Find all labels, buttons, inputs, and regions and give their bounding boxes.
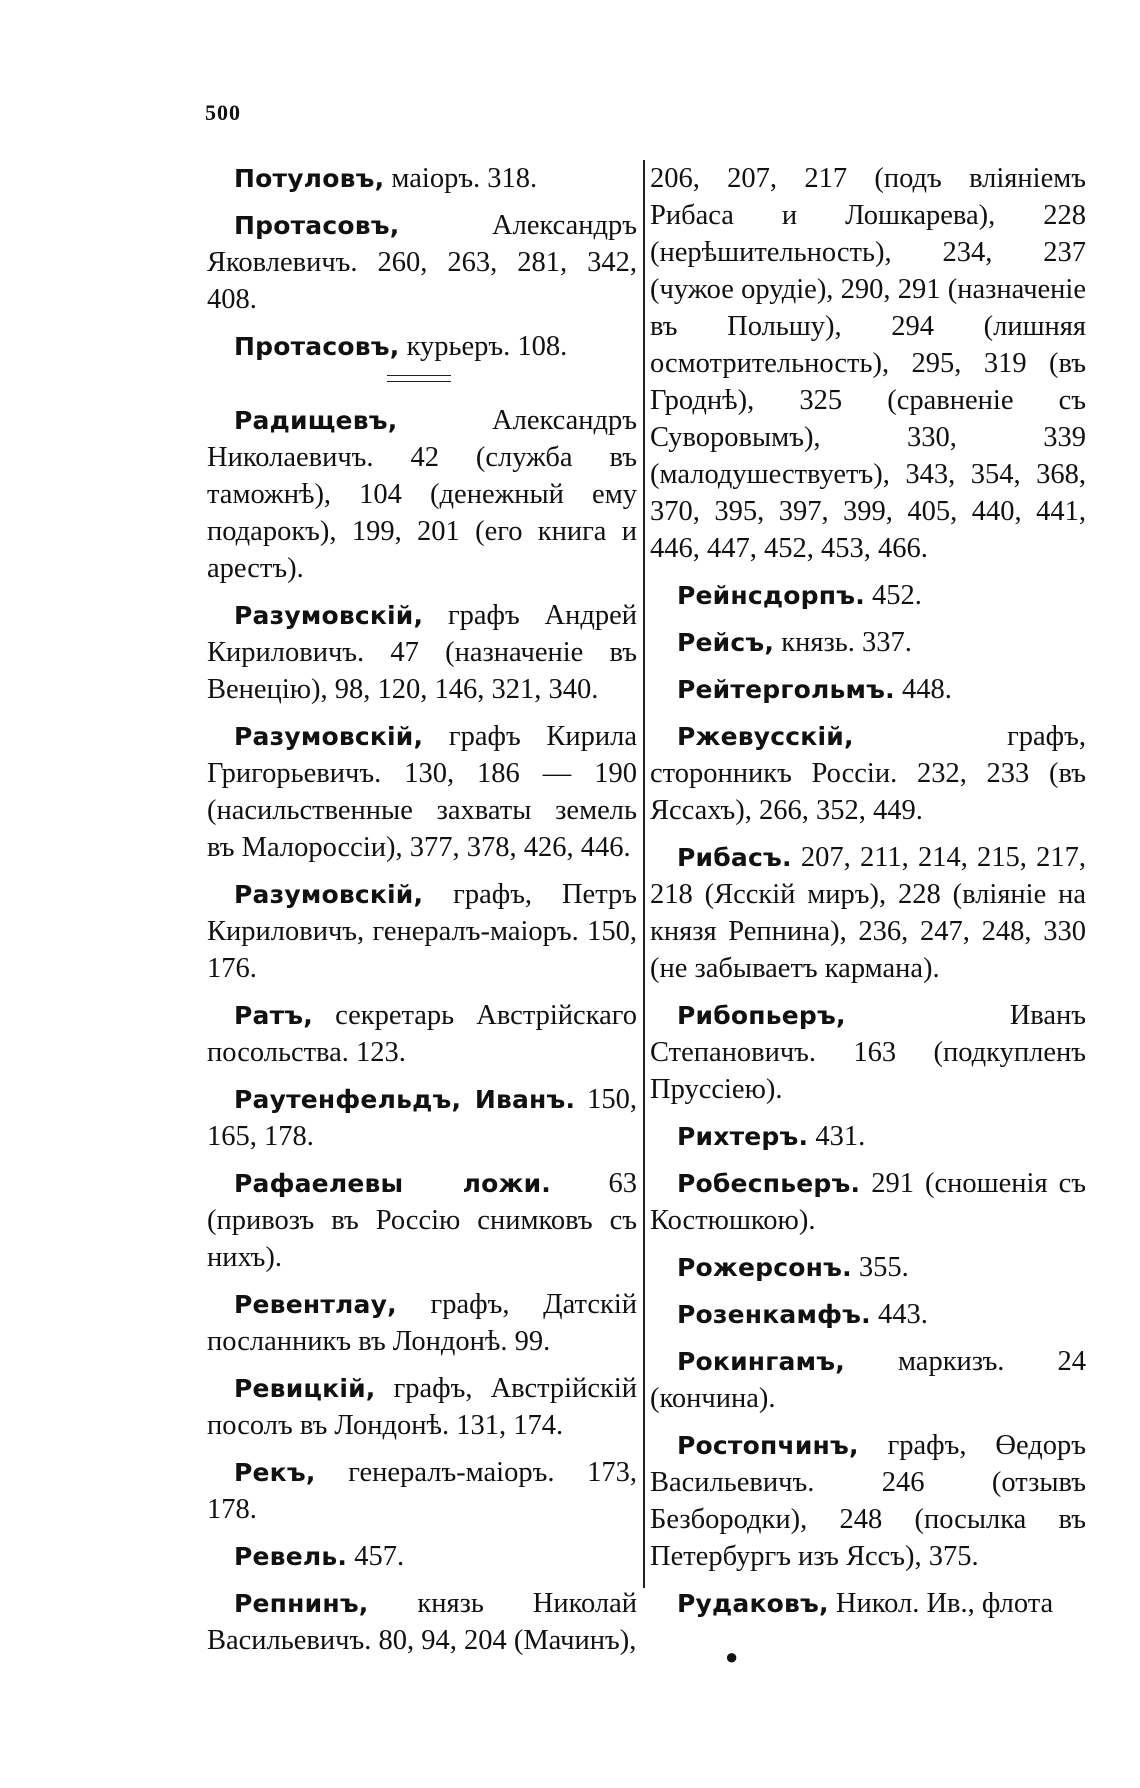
- index-entry: [650, 1585, 1086, 1622]
- entry-heading: Репнинъ,: [234, 1589, 369, 1618]
- index-entry-continuation: [650, 160, 1086, 567]
- index-entry: [207, 1286, 637, 1360]
- entry-heading: Ратъ,: [234, 1001, 313, 1030]
- entry-heading: Рейнсдорпъ.: [677, 581, 865, 610]
- entry-heading: Рибопьеръ,: [677, 1001, 846, 1030]
- entry-text: Никол. Ив., флота: [828, 1588, 1054, 1619]
- entry-text: 63 (привозъ въ Россію снимковъ съ нихъ).: [207, 1168, 637, 1273]
- index-entry: [207, 1454, 637, 1528]
- entry-heading: Протасовъ,: [234, 332, 400, 361]
- section-divider: [387, 375, 451, 382]
- index-entry: [207, 718, 637, 866]
- entry-heading: Рафаелевы ложи.: [234, 1169, 551, 1198]
- entry-heading: Рокингамъ,: [677, 1347, 845, 1376]
- index-column-left: [207, 160, 637, 1669]
- index-entry: [650, 1249, 1086, 1286]
- index-entry: [207, 207, 637, 318]
- index-entry: [650, 1427, 1086, 1575]
- index-entry: [650, 1165, 1086, 1239]
- entry-text: 457.: [347, 1541, 405, 1572]
- entry-heading: Ревентлау,: [234, 1290, 397, 1319]
- index-entry: [650, 671, 1086, 708]
- entry-text: 452.: [864, 580, 922, 611]
- entry-heading: Рейтергольмъ.: [677, 675, 895, 704]
- entry-text: курьеръ. 108.: [399, 331, 568, 362]
- entry-heading: Рудаковъ,: [677, 1589, 829, 1618]
- index-entry: [207, 597, 637, 708]
- entry-text: 443.: [870, 1299, 928, 1330]
- entry-text: 448.: [894, 674, 952, 705]
- entry-text: маркизъ. 24 (кончина).: [650, 1346, 1086, 1414]
- index-entry: [207, 160, 637, 197]
- entry-text: секретарь Австрійскаго посольства. 123.: [207, 1000, 637, 1068]
- entry-text: 150, 165, 178.: [207, 1084, 637, 1152]
- index-entry: [207, 876, 637, 987]
- entry-heading: Робеспьеръ.: [677, 1169, 861, 1198]
- entry-heading: Ржевусскій,: [677, 722, 854, 751]
- entry-heading: Радищевъ,: [234, 406, 398, 435]
- index-entry: [650, 718, 1086, 829]
- entry-heading: Рихтеръ.: [677, 1122, 809, 1151]
- index-entry: [650, 1118, 1086, 1155]
- entry-text: графъ, Датскій посланникъ въ Лондонѣ. 99.: [207, 1289, 637, 1357]
- entry-text: 291 (сношенія съ Костюшкою).: [650, 1168, 1086, 1236]
- index-entry: [207, 328, 637, 365]
- entry-heading: Разумовскій,: [234, 880, 424, 909]
- entry-text: графъ, Өедоръ Васильевичъ. 246 (отзывъ Безбородки), 248 (посылка въ Петербургъ изъ Яссъ), 375.: [650, 1430, 1086, 1572]
- page-number: 500: [205, 100, 241, 125]
- entry-text: Иванъ Степановичъ. 163 (подкупленъ Пруссіею).: [650, 1000, 1086, 1105]
- entry-heading: Разумовскій,: [234, 601, 424, 630]
- column-divider: [643, 160, 645, 1588]
- index-entry: [650, 997, 1086, 1108]
- entry-heading: Рибасъ.: [677, 843, 792, 872]
- entry-heading: Ростопчинъ,: [677, 1431, 859, 1460]
- index-entry: [650, 624, 1086, 661]
- entry-text: князь Николай Васильевичъ. 80, 94, 204 (Мачинъ),: [207, 1588, 637, 1656]
- entry-text: графъ, Петръ Кириловичъ, генералъ-маіоръ. 150, 176.: [207, 879, 637, 984]
- entry-text: 355.: [851, 1252, 909, 1283]
- index-entry: [207, 1370, 637, 1444]
- index-column-right: [650, 160, 1086, 1632]
- entry-text: графъ, сторонникъ Россіи. 232, 233 (въ Яссахъ), 266, 352, 449.: [650, 721, 1086, 826]
- print-dot-mark: ●: [725, 1644, 739, 1669]
- index-entry: [650, 839, 1086, 987]
- entry-text: графъ Андрей Кириловичъ. 47 (назначеніе въ Венецію), 98, 120, 146, 321, 340.: [207, 600, 637, 705]
- entry-text: маіоръ. 318.: [384, 163, 538, 194]
- entry-heading: Рожерсонъ.: [677, 1253, 852, 1282]
- entry-heading: Ревель.: [234, 1542, 348, 1571]
- index-entry: [207, 1081, 637, 1155]
- entry-heading: Разумовскій,: [234, 722, 424, 751]
- entry-text: Александръ Яковлевичъ. 260, 263, 281, 342, 408.: [207, 210, 637, 315]
- entry-heading: Раутенфельдъ, Иванъ.: [234, 1085, 576, 1114]
- entry-text: графъ, Австрійскій посолъ въ Лондонѣ. 131, 174.: [207, 1373, 637, 1441]
- entry-text: графъ Кирила Григорьевичъ. 130, 186 — 190 (насильственные захваты земель въ Малороссіи), 377, 378, 426, 446.: [207, 721, 637, 863]
- entry-text: 206, 207, 217 (подъ вліяніемъ Рибаса и Лошкарева), 228 (нерѣшительность), 234, 237 (чужое орудіе), 290, 291 (назначеніе въ Польшу), 294 (лишняя осмотрительность), 295, 319 (въ Гроднѣ), 325 (сравненіе съ Суворовымъ), 330, 339 (малодушествуетъ), 343, 354, 368, 370, 395, 397, 399, 405, 440, 441, 446, 447, 452, 453, 466.: [650, 163, 1086, 564]
- index-entry: [207, 402, 637, 587]
- index-entry: [207, 1165, 637, 1276]
- entry-heading: Ревицкій,: [234, 1374, 376, 1403]
- index-entry: [207, 1585, 637, 1659]
- entry-text: 431.: [808, 1121, 866, 1152]
- entry-heading: Рейсъ,: [677, 628, 775, 657]
- entry-text: 207, 211, 214, 215, 217, 218 (Ясскій миръ), 228 (вліяніе на князя Репнина), 236, 247, 248, 330 (не забываетъ кармана).: [650, 842, 1086, 984]
- index-entry: [650, 1296, 1086, 1333]
- entry-heading: Розенкамфъ.: [677, 1300, 871, 1329]
- entry-heading: Рекъ,: [234, 1458, 316, 1487]
- entry-heading: Протасовъ,: [234, 211, 400, 240]
- entry-heading: Потуловъ,: [234, 164, 385, 193]
- index-entry: [207, 1538, 637, 1575]
- entry-text: князь. 337.: [774, 627, 912, 658]
- entry-text: генералъ-маіоръ. 173, 178.: [207, 1457, 637, 1525]
- index-entry: [650, 577, 1086, 614]
- index-entry: [207, 997, 637, 1071]
- entry-text: Александръ Николаевичъ. 42 (служба въ таможнѣ), 104 (денежный ему подарокъ), 199, 201 (его книга и арестъ).: [207, 405, 637, 584]
- index-entry: [650, 1343, 1086, 1417]
